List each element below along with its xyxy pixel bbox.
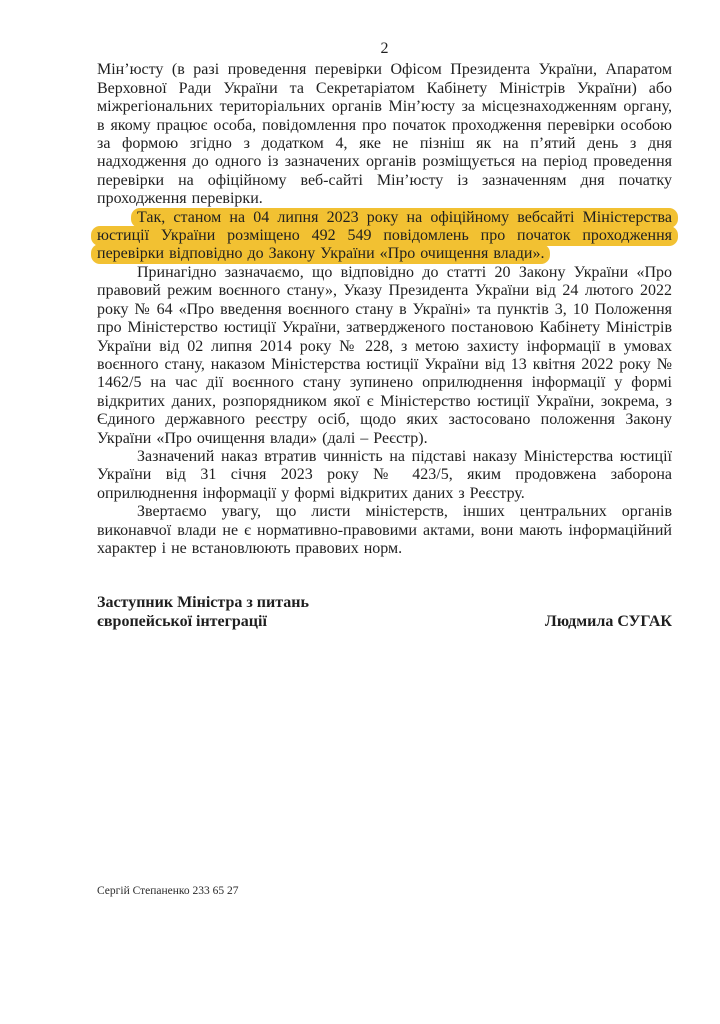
highlight-mark: Так, станом на 04 липня 2023 року на офіційному вебсайті Міністерства юстиції України розміщено 492 549 повідомлень про початок проходження перевірки відповідно до Закону України «Про очищення влади».: [91, 208, 678, 265]
signer-title-line2: європейської інтеграції: [97, 612, 267, 630]
paragraph-minjust-procedure: Мін’юсту (в разі проведення перевірки Офісом Президента України, Апаратом Верховної Ради України та Секретаріатом Кабінету Міністрів України) або міжрегіональних територіальних органів Мін’юсту за місцезнаходженням органу, в якому працює особа, повідомлення про початок проходження перевірки особою за формою згідно з додатком 4, яке не пізніш як на п’ятий день з дня надходження до одного із зазначених органів розміщується на період проведення перевірки на офіційному веб-сайті Мін’юсту із зазначенням дня початку проходження перевірки.: [97, 61, 672, 208]
paragraph-order-repealed: Зазначений наказ втратив чинність на підставі наказу Міністерства юстиції України від 31 січня 2023 року № 423/5, яким продовжена заборона оприлюднення інформації у формі відкритих даних з Реєстру.: [97, 447, 672, 502]
page-number: 2: [380, 40, 389, 57]
signer-title-line1: Заступник Міністра з питань: [97, 594, 309, 612]
document-body: [97, 61, 672, 558]
signer-name: Людмила СУГАК: [544, 612, 672, 630]
document-content: [97, 40, 672, 631]
paragraph-letters-not-normative: Звертаємо увагу, що листи міністерств, інших центральних органів виконавчої влади не є нормативно-правовими актами, вони мають інформаційний характер і не встановлюють правових норм.: [97, 503, 672, 557]
paragraph-martial-law-order: Принагідно зазначаємо, що відповідно до статті 20 Закону України «Про правовий режим воєнного стану», Указу Президента України від 24 лютого 2022 року № 64 «Про введення воєнного стану в Україні» та пунктів 3, 10 Положення про Міністерство юстиції України, затвердженого постановою Кабінету Міністрів України від 02 липня 2014 року № 228, з метою захисту інформації в умовах воєнного стану, наказом Міністерства юстиції України від 13 квітня 2022 року № 1462/5 на час дії воєнного стану зупинено оприлюднення інформації у формі відкритих даних, розпорядником якої є Міністерство юстиції України, зокрема, з Єдиного державного реєстру осіб, щодо яких застосовано положення Закону України «Про очищення влади» (далі – Реєстр).: [97, 263, 672, 447]
paragraph-highlighted-statistic: [97, 209, 672, 264]
signer-title: [97, 594, 309, 631]
executor-contact: Сергій Степаненко 233 65 27: [97, 885, 239, 897]
signature-block: [97, 594, 672, 631]
